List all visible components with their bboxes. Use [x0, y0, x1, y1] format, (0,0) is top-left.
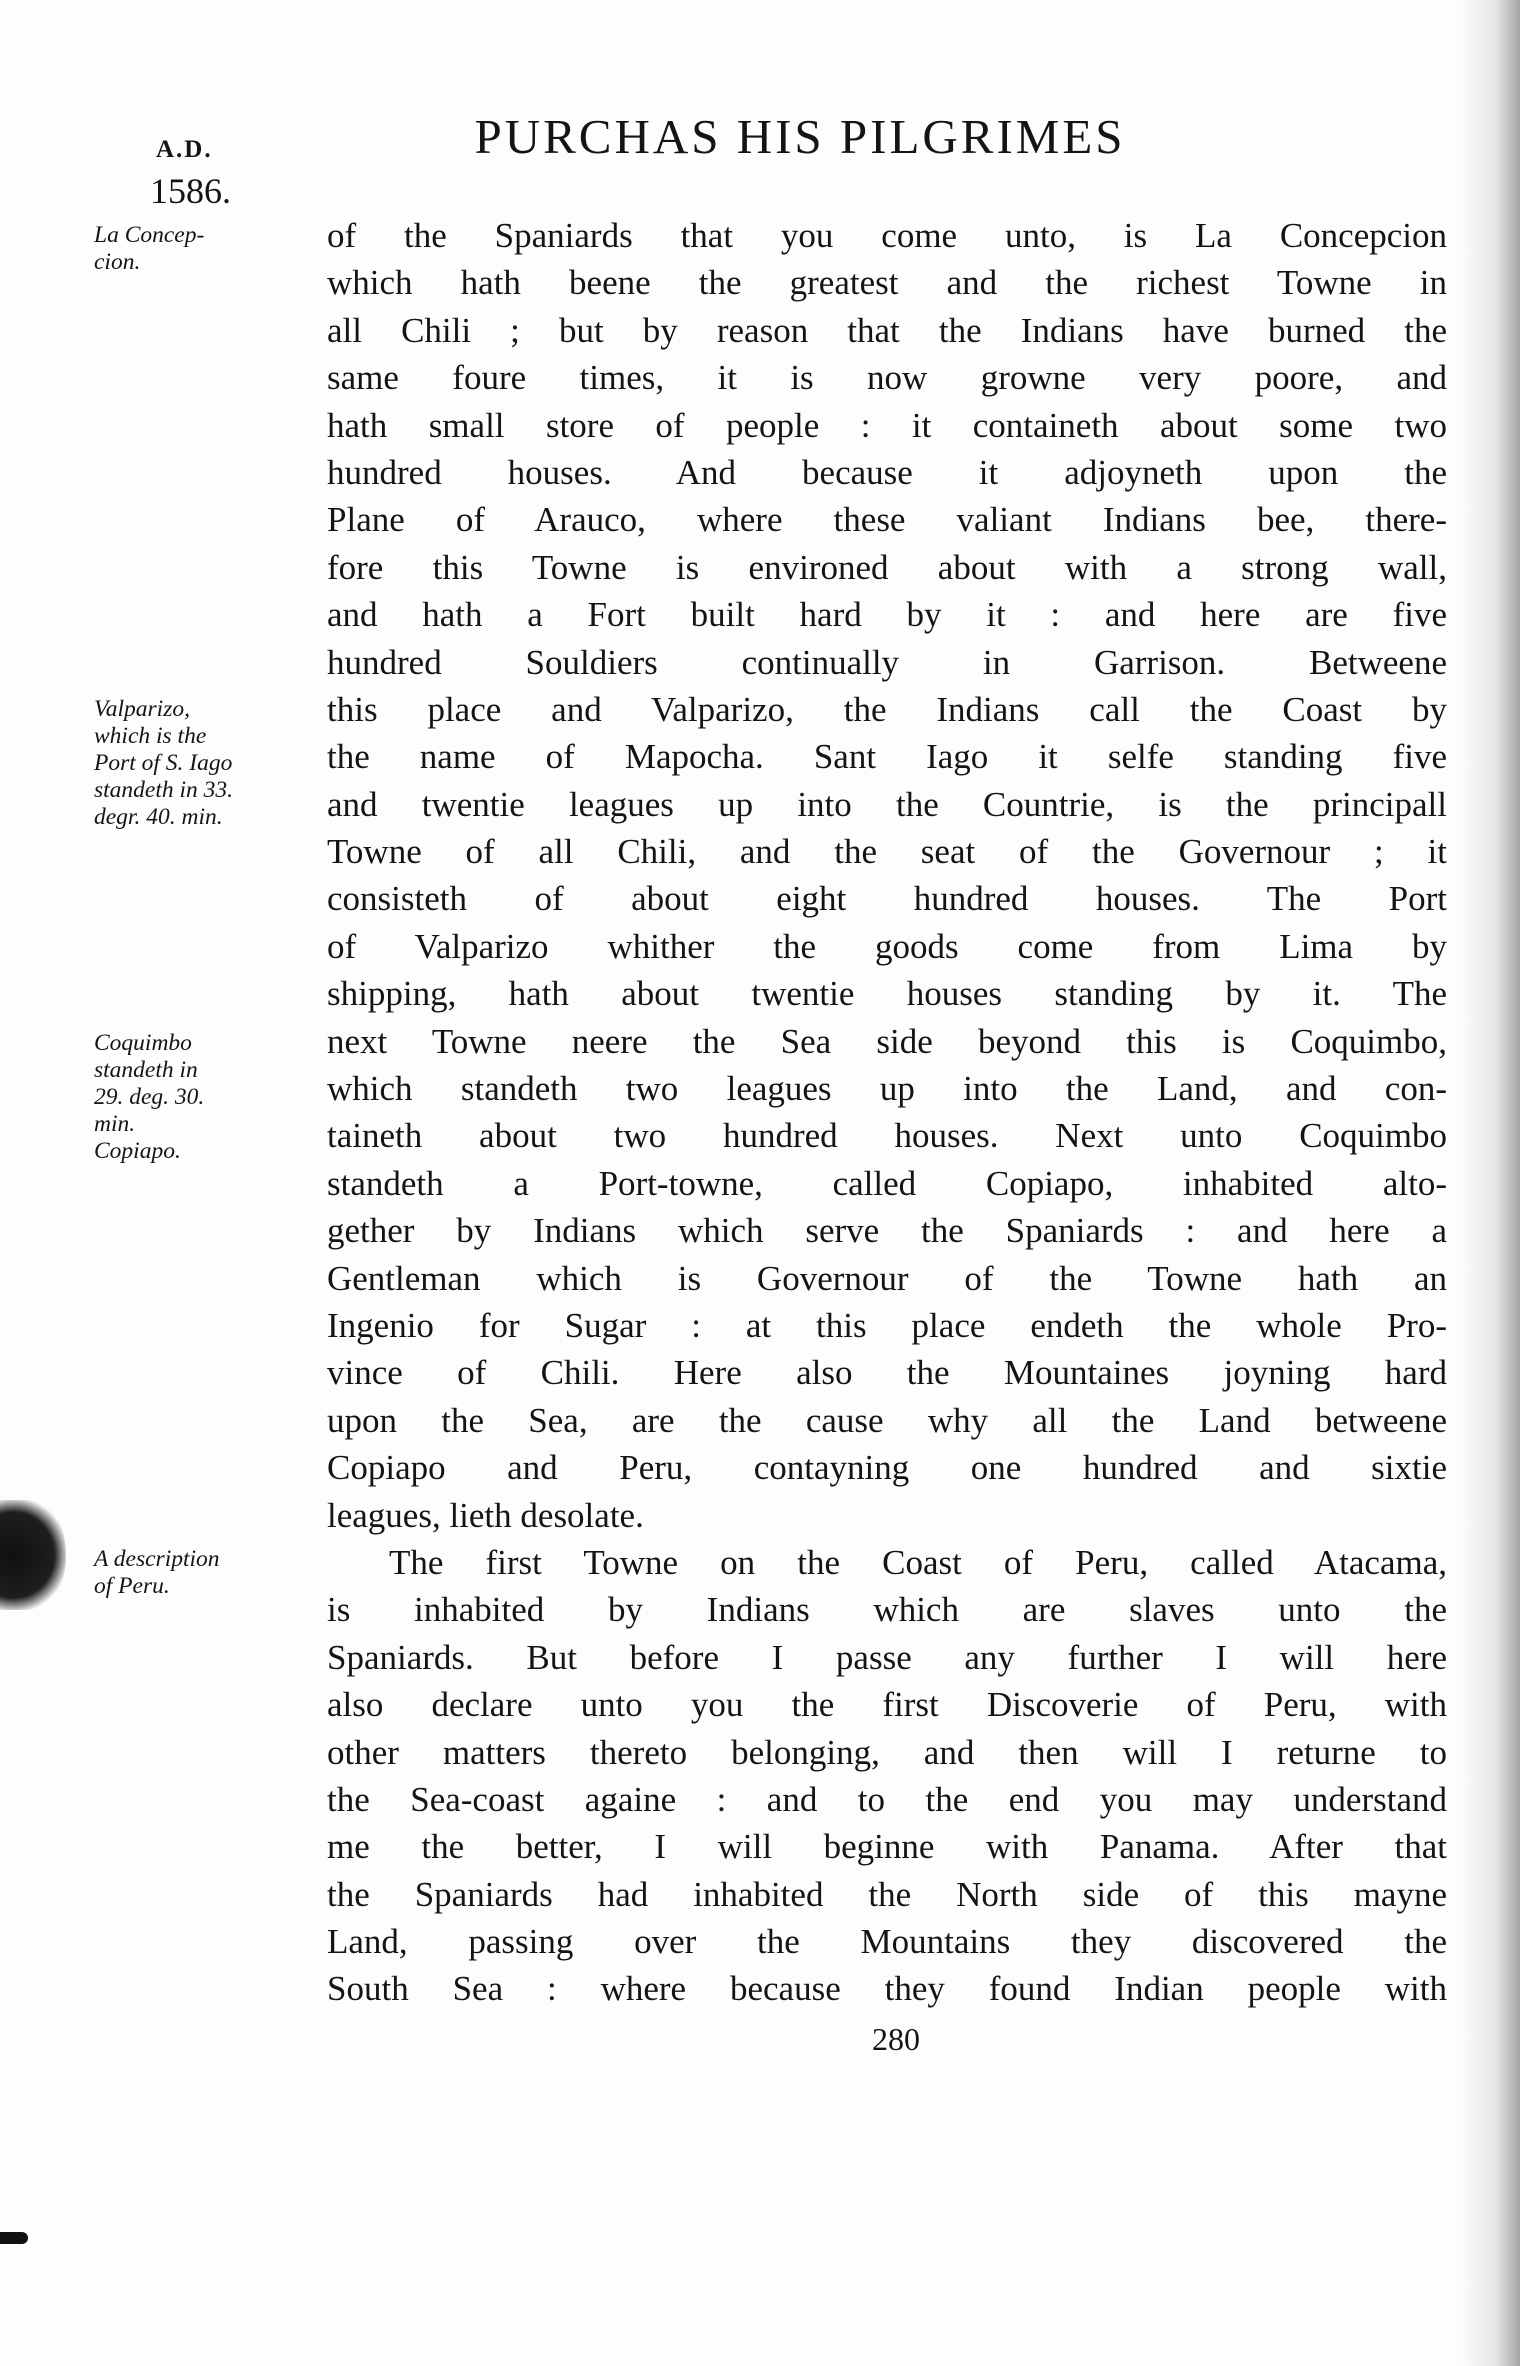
- text-line: Ingenio for Sugar : at this place endeth the whole Pro-: [327, 1305, 1447, 1345]
- margin-note-line: Copiapo.: [94, 1138, 181, 1164]
- margin-note-line: Port of S. Iago: [94, 750, 233, 776]
- text-line: Plane of Arauco, where these valiant Indians bee, there-: [327, 500, 1447, 540]
- body-text: [327, 212, 1447, 2013]
- text-line: which hath beene the greatest and the richest Towne in: [327, 263, 1447, 303]
- margin-note-line: standeth in 33.: [94, 777, 234, 803]
- text-line: standeth a Port-towne, called Copiapo, inhabited alto-: [327, 1163, 1447, 1203]
- margin-note-line: La Concep-: [94, 222, 205, 248]
- text-line: Copiapo and Peru, contayning one hundred and sixtie: [327, 1448, 1447, 1488]
- text-line: leagues, lieth desolate.: [327, 1495, 644, 1535]
- margin-note-line: Valparizo,: [94, 696, 190, 722]
- text-line: which standeth two leagues up into the Land, and con-: [327, 1069, 1447, 1109]
- text-line: fore this Towne is environed about with a strong wall,: [327, 547, 1447, 587]
- text-line: same foure times, it is now growne very poore, and: [327, 358, 1447, 398]
- text-line: Towne of all Chili, and the seat of the Governour ; it: [327, 832, 1447, 872]
- margin-note: [94, 1546, 309, 1600]
- margin-note: [94, 696, 309, 831]
- text-line: upon the Sea, are the cause why all the Land betweene: [327, 1400, 1447, 1440]
- text-line: The first Towne on the Coast of Peru, called Atacama,: [389, 1542, 1447, 1582]
- page-title: PURCHAS HIS PILGRIMES: [474, 109, 1126, 164]
- text-line: Gentleman which is Governour of the Towne hath an: [327, 1258, 1447, 1298]
- margin-note: [94, 1030, 309, 1165]
- text-line: all Chili ; but by reason that the Indians have burned the: [327, 310, 1447, 350]
- text-line: hundred houses. And because it adjoyneth upon the: [327, 452, 1447, 492]
- text-line: the Spaniards had inhabited the North side of this mayne: [327, 1874, 1447, 1914]
- margin-note-line: A description: [94, 1546, 220, 1572]
- text-line: is inhabited by Indians which are slaves unto the: [327, 1590, 1447, 1630]
- text-line: of Valparizo whither the goods come from Lima by: [327, 926, 1447, 966]
- text-line: of the Spaniards that you come unto, is La Concepcion: [327, 216, 1447, 255]
- text-line: gether by Indians which serve the Spaniards : and here a: [327, 1211, 1447, 1251]
- year-label: A.D.: [156, 136, 213, 163]
- margin-note-line: 29. deg. 30.: [94, 1084, 205, 1110]
- margin-note-line: cion.: [94, 249, 141, 275]
- year-value: 1586.: [150, 171, 231, 211]
- text-line: and twentie leagues up into the Countrie, is the principall: [327, 784, 1447, 824]
- margin-note-line: standeth in: [94, 1057, 198, 1083]
- edge-mark: [0, 2232, 28, 2244]
- margin-note-line: min.: [94, 1111, 136, 1137]
- margin-note-line: degr. 40. min.: [94, 804, 223, 830]
- text-line: also declare unto you the first Discoverie of Peru, with: [327, 1685, 1447, 1725]
- text-line: Land, passing over the Mountains they discovered the: [327, 1922, 1447, 1962]
- text-line: Spaniards. But before I passe any further I will here: [327, 1637, 1447, 1677]
- text-line: the name of Mapocha. Sant Iago it selfe standing five: [327, 737, 1447, 777]
- margin-note-line: Coquimbo: [94, 1030, 192, 1056]
- text-line: South Sea : where because they found Indian people with: [327, 1969, 1447, 2009]
- margin-note-line: which is the: [94, 723, 207, 749]
- text-line: other matters thereto belonging, and then will I returne to: [327, 1732, 1447, 1772]
- text-line: vince of Chili. Here also the Mountaines joyning hard: [327, 1353, 1447, 1393]
- text-line: this place and Valparizo, the Indians call the Coast by: [327, 689, 1447, 729]
- margin-note: [94, 222, 309, 276]
- text-line: taineth about two hundred houses. Next unto Coquimbo: [327, 1116, 1447, 1156]
- binding-shadow: [1460, 0, 1520, 2366]
- text-line: me the better, I will beginne with Panama. After that: [327, 1827, 1447, 1867]
- text-line: shipping, hath about twentie houses standing by it. The: [327, 974, 1447, 1014]
- thumb-shadow: [0, 1500, 66, 1610]
- text-line: and hath a Fort built hard by it : and here are five: [327, 595, 1447, 635]
- text-line: the Sea-coast againe : and to the end you may understand: [327, 1779, 1447, 1819]
- page-number: 280: [872, 2021, 920, 2057]
- text-line: consisteth of about eight hundred houses. The Port: [327, 879, 1447, 919]
- text-line: hundred Souldiers continually in Garrison. Betweene: [327, 642, 1447, 682]
- margin-note-line: of Peru.: [94, 1573, 170, 1599]
- text-line: next Towne neere the Sea side beyond this is Coquimbo,: [327, 1021, 1447, 1061]
- text-line: hath small store of people : it containeth about some two: [327, 405, 1447, 445]
